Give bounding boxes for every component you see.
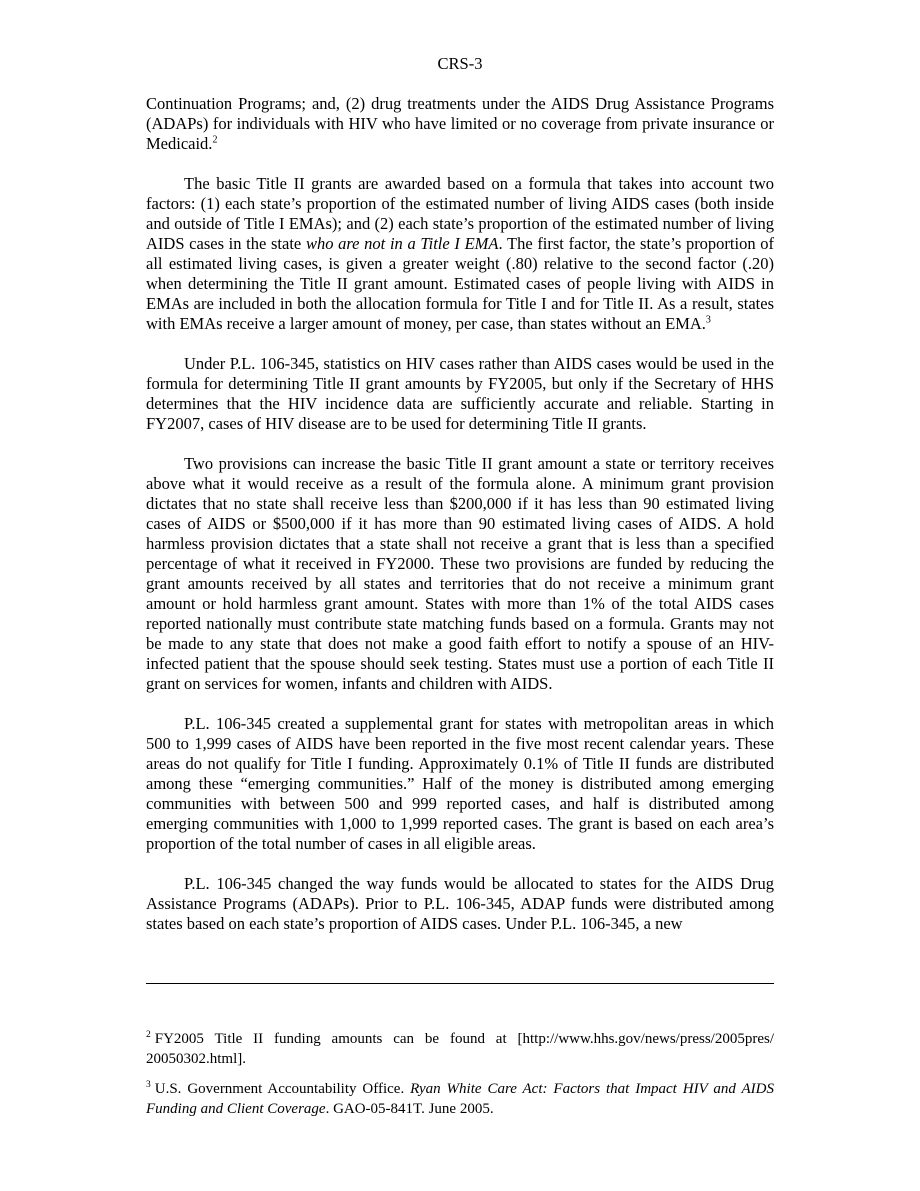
paragraph-supplemental-grant [146,714,774,854]
page-number-header: CRS-3 [437,54,483,73]
paragraph-text: P.L. 106-345 created a supplemental grant for states with metropolitan areas in which 500 to 1,999 cases of AIDS have been reported in the five most recent calendar years. These areas do not qualify for Title I funding. Approximately 0.1% of Title II funds are distributed among these “emerging communities.” Half of the money is distributed among emerging communities with between 500 and 999 reported cases, and half is distributed among emerging communities with 1,000 to 1,999 reported cases. The grant is based on each area’s proportion of the total number of cases in all eligible areas. [146,714,774,853]
footnote-3 [146,1079,774,1119]
paragraph-title-ii-formula [146,174,774,334]
paragraph-text: Continuation Programs; and, (2) drug treatments under the AIDS Drug Assistance Programs (ADAPs) for individuals with HIV who have limited or no coverage from private insurance or Medicaid. [146,94,774,153]
footnote-divider [146,983,774,984]
paragraph-italic-text: who are not in a Title I EMA [305,234,499,253]
footnotes-section [146,1029,774,1129]
paragraph-adap-allocation [146,874,774,934]
paragraph-continuation [146,94,774,154]
paragraph-grant-provisions [146,454,774,694]
paragraph-text: P.L. 106-345 changed the way funds would be allocated to states for the AIDS Drug Assistance Programs (ADAPs). Prior to P.L. 106-345, ADAP funds were distributed among states based on each state’s proportion of AIDS cases. Under P.L. 106-345, a new [146,874,774,933]
footnote-2 [146,1029,774,1069]
footnote-mark: 3 [146,1080,151,1090]
paragraph-text: Two provisions can increase the basic Title II grant amount a state or territory receives above what it would receive as a result of the formula alone. A minimum grant provision dictates that no state shall receive less than $200,000 if it has less than 90 estimated living cases of AIDS or $500,000 if it has more than 90 estimated living cases of AIDS. A hold harmless provision dictates that a state shall not receive a grant that is less than a specified percentage of what it received in FY2000. These two provisions are funded by reducing the grant amounts received by all states and territories that do not receive a minimum grant amount or hold harmless grant amount. States with more than 1% of the total AIDS cases reported nationally must contribute state matching funds based on a formula. Grants may not be made to any state that does not make a good faith effort to notify a spouse of an HIV-infected patient that the spouse should seek testing. States must use a portion of each Title II grant on services for women, infants and children with AIDS. [146,454,774,693]
footnote-reference-3[interactable]: 3 [705,314,711,326]
paragraph-text: The basic Title II grants are awarded based on a formula that takes into account two factors: (1) each state’s proportion of the estimated number of living AIDS cases (both inside and outside of Title I EMAs); and (2) each state’s proportion of the estimated number of living AIDS cases in the state [146,174,774,253]
paragraph-text-continued: . The first factor, the state’s proportion of all estimated living cases, is given a greater weight (.80) relative to the second factor (.20) when determining the Title II grant amount. Estimated cases of people living with AIDS in EMAs are included in both the allocation formula for Title I and for Title II. As a result, states with EMAs receive a larger amount of money, per case, than states without an EMA. [146,234,775,333]
footnote-text-continued: . GAO-05-841T. June 2005. [325,1101,494,1117]
footnote-italic-title: Ryan White Care Act: Factors that Impact HIV and AIDS Funding and Client Coverage [146,1081,774,1117]
footnote-text: U.S. Government Accountability Office. [154,1081,411,1097]
footnote-reference-2[interactable]: 2 [212,134,218,146]
paragraph-hiv-statistics [146,354,774,434]
footnote-text: FY2005 Title II funding amounts can be found at [http://www.hhs.gov/news/press/2005pres/ 20050302.html]. [146,1031,774,1067]
page-body [146,52,774,934]
paragraph-text: Under P.L. 106-345, statistics on HIV cases rather than AIDS cases would be used in the formula for determining Title II grant amounts by FY2005, but only if the Secretary of HHS determines that the HIV incidence data are sufficiently accurate and reliable. Starting in FY2007, cases of HIV disease are to be used for determining Title II grants. [146,354,774,433]
footnote-mark: 2 [146,1030,151,1040]
